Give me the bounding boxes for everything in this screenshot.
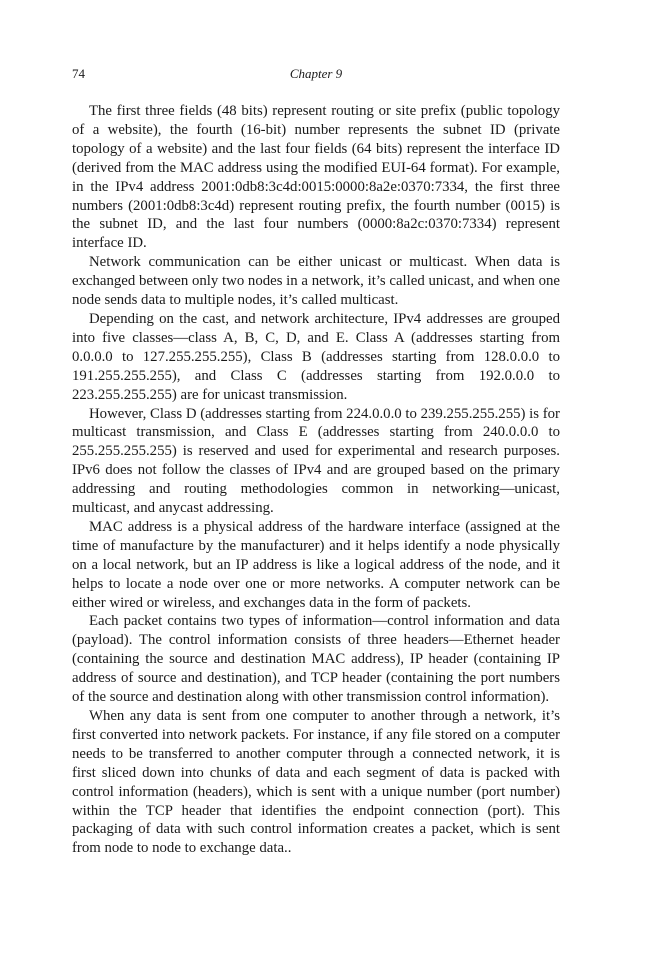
book-page: [72, 66, 560, 858]
paragraph-unicast-multicast: Network communication can be either unicast or multicast. When data is exchanged between only two nodes in a network, it’s called unicast, and when one node sends data to multiple nodes, it’s called multicast.: [72, 254, 560, 309]
paragraph-ipv6-fields: The first three fields (48 bits) represent routing or site prefix (public topology of a website), the fourth (16-bit) number represents the subnet ID (private topology of a website) and the last four fields (64 bits) represent the interface ID (derived from the MAC address using the modified EUI-64 format). For example, in the IPv4 address 2001:0db8:3c4d:0015:0000:8a2e:0370:7334, the first three numbers (2001:0db8:3c4d) represent routing prefix, the fourth number (0015) is the subnet ID, and the last four numbers (0000:8a2c:0370:7334) represent interface ID.: [72, 103, 560, 252]
paragraph-ipv4-classes: Depending on the cast, and network architecture, IPv4 addresses are grouped into five classes—class A, B, C, D, and E. Class A (addresses starting from 0.0.0.0 to 127.255.255.255), Class B (addresses starting from 128.0.0.0 to 191.255.255.255), and Class C (addresses starting from 192.0.0.0 to 223.255.255.255) are for unicast transmission.: [72, 310, 560, 403]
running-header: [72, 66, 560, 86]
paragraph-data-transfer: When any data is sent from one computer to another through a network, it’s first converted into network packets. For instance, if any file stored on a computer needs to be transferred to another computer through a connected network, it is first sliced down into chunks of data and each segment of data is packed with control information (headers), which is sent with a unique number (port number) within the TCP header that identifies the endpoint connection (port). This packaging of data with such control information creates a packet, which is sent from node to node to exchange data..: [72, 708, 560, 857]
chapter-title: Chapter 9: [289, 66, 343, 81]
body-text: [72, 102, 560, 858]
paragraph-packet-structure: Each packet contains two types of information—control information and data (payload). The control information consists of three headers—Ethernet header (containing the source and destination MAC address), IP header (containing IP address of source and destination), and TCP header (containing the port numbers of the source and destination along with other transmission control information).: [72, 613, 560, 706]
page-number: 74: [72, 66, 85, 81]
paragraph-class-d-e: However, Class D (addresses starting from 224.0.0.0 to 239.255.255.255) is for multicast transmission, and Class E (addresses starting from 240.0.0.0 to 255.255.255.255) is reserved and used for experimental and research purposes. IPv6 does not follow the classes of IPv4 and are grouped based on the primary addressing and routing methodologies common in networking—unicast, multicast, and anycast addressing.: [72, 405, 560, 517]
paragraph-mac-address: MAC address is a physical address of the hardware interface (assigned at the time of manufacture by the manufacturer) and it helps identify a node physically on a local network, but an IP address is like a logical address of the node, and it helps to locate a node over one or more networks. A computer network can be either wired or wireless, and exchanges data in the form of packets.: [72, 518, 560, 611]
